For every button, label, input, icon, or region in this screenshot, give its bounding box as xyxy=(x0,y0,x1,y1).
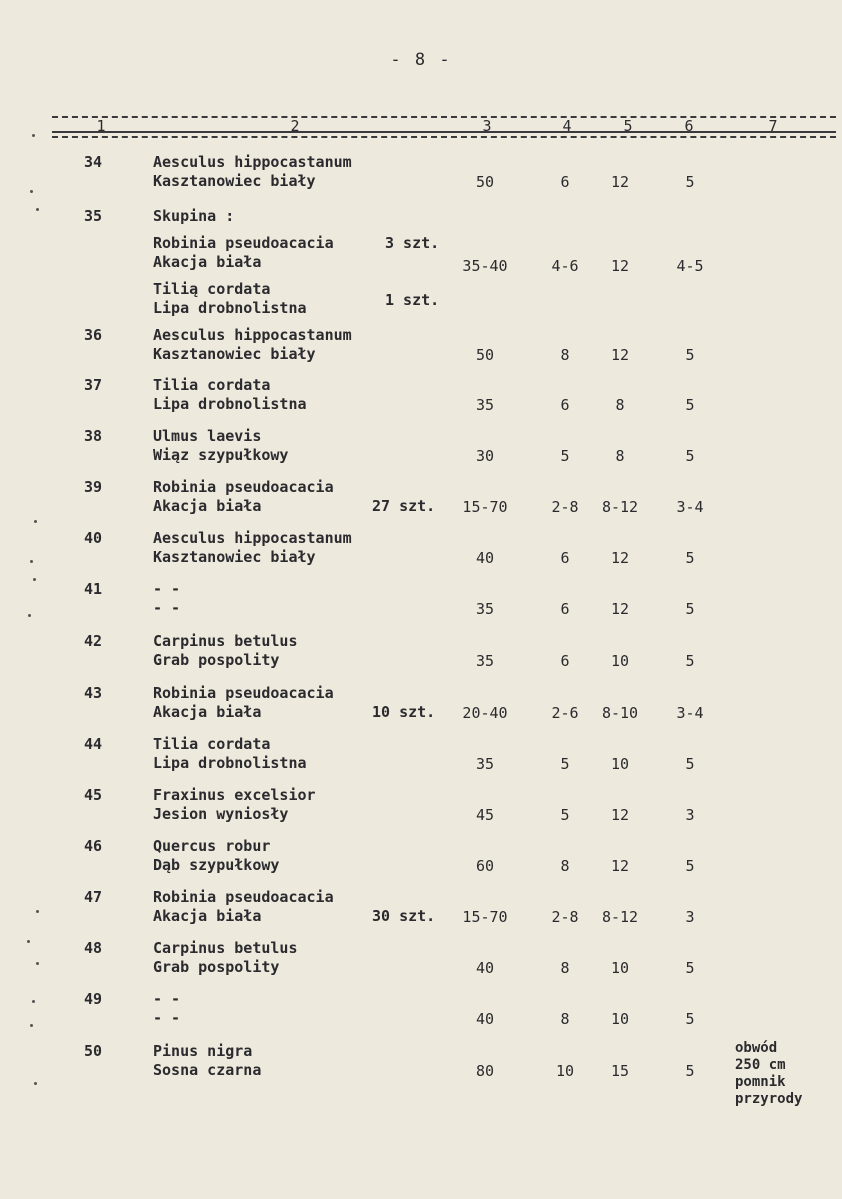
value-c6: 5 xyxy=(685,652,695,670)
value-c4: 8 xyxy=(560,1010,570,1028)
value-c4: 6 xyxy=(560,600,570,618)
species-names xyxy=(153,632,298,670)
value-c6: 5 xyxy=(685,1062,695,1080)
margin-speck xyxy=(32,1000,35,1003)
species-name-line: Robinia pseudoacacia xyxy=(153,888,334,906)
species-name-line: Kasztanowiec biały xyxy=(153,548,316,566)
value-c6: 5 xyxy=(685,959,695,977)
value-c3: 35 xyxy=(475,755,495,773)
species-names xyxy=(153,427,288,465)
value-c5: 10 xyxy=(610,1010,630,1028)
value-c3: 40 xyxy=(475,959,495,977)
value-c3: 30 xyxy=(475,447,495,465)
row-number: 46 xyxy=(84,837,103,855)
value-c5: 10 xyxy=(610,652,630,670)
margin-speck xyxy=(34,520,37,523)
row-number: 35 xyxy=(84,207,103,225)
row-number: 49 xyxy=(84,990,103,1008)
value-c3: 35-40 xyxy=(462,257,508,275)
species-name-line: Jesion wyniosły xyxy=(153,805,289,823)
value-c5: 12 xyxy=(610,257,630,275)
value-c4: 10 xyxy=(555,1062,575,1080)
species-name-line: Robinia pseudoacacia xyxy=(153,684,334,702)
species-name-line: Lipa drobnolistna xyxy=(153,395,307,413)
value-c6: 3 xyxy=(685,806,695,824)
species-name-line: Aesculus hippocastanum xyxy=(153,153,352,171)
species-name-line: Robinia pseudoacacia xyxy=(153,234,334,252)
value-c3: 50 xyxy=(475,346,495,364)
species-name-line: Tilia cordata xyxy=(153,376,271,394)
species-name-line: Aesculus hippocastanum xyxy=(153,326,352,344)
column-header-5: 5 xyxy=(623,117,633,135)
row-number: 47 xyxy=(84,888,103,906)
value-c3: 20-40 xyxy=(462,704,508,722)
value-c3: 60 xyxy=(475,857,495,875)
species-names xyxy=(153,990,180,1028)
species-names xyxy=(153,580,180,618)
value-c3: 45 xyxy=(475,806,495,824)
value-c4: 8 xyxy=(560,857,570,875)
row-number: 41 xyxy=(84,580,103,598)
column-header-2: 2 xyxy=(290,117,300,135)
margin-speck xyxy=(36,208,39,211)
row-number: 40 xyxy=(84,529,103,547)
species-name-line: Aesculus hippocastanum xyxy=(153,529,352,547)
table-top-rule xyxy=(52,116,836,118)
value-c5: 15 xyxy=(610,1062,630,1080)
species-name-line: Pinus nigra xyxy=(153,1042,253,1060)
quantity: 1 szt. xyxy=(385,291,440,309)
value-c4: 2-8 xyxy=(551,908,579,926)
margin-speck xyxy=(30,190,33,193)
value-c5: 8-10 xyxy=(601,704,639,722)
value-c4: 6 xyxy=(560,549,570,567)
row-number: 42 xyxy=(84,632,103,650)
remark-line: przyrody xyxy=(735,1091,803,1107)
species-name-line: Kasztanowiec biały xyxy=(153,345,316,363)
value-c5: 8-12 xyxy=(601,908,639,926)
species-names xyxy=(153,786,316,824)
species-name-line: Grab pospolity xyxy=(153,958,280,976)
value-c3: 35 xyxy=(475,600,495,618)
row-number: 39 xyxy=(84,478,103,496)
value-c5: 12 xyxy=(610,549,630,567)
margin-speck xyxy=(30,1024,33,1027)
species-names xyxy=(153,684,334,722)
quantity: 27 szt. xyxy=(372,497,436,515)
species-name-line: Fraxinus excelsior xyxy=(153,786,316,804)
value-c6: 3 xyxy=(685,908,695,926)
margin-speck xyxy=(36,910,39,913)
value-c6: 5 xyxy=(685,857,695,875)
value-c5: 12 xyxy=(610,857,630,875)
page-number: - 8 - xyxy=(390,50,452,70)
value-c6: 5 xyxy=(685,1010,695,1028)
species-names xyxy=(153,376,307,414)
remark-line: pomnik xyxy=(735,1074,786,1090)
value-c4: 8 xyxy=(560,959,570,977)
value-c4: 6 xyxy=(560,173,570,191)
value-c4: 5 xyxy=(560,755,570,773)
value-c4: 2-8 xyxy=(551,498,579,516)
margin-speck xyxy=(28,614,31,617)
remarks xyxy=(735,1040,802,1108)
species-name-line: - - xyxy=(153,599,181,617)
value-c5: 10 xyxy=(610,959,630,977)
value-c3: 40 xyxy=(475,1010,495,1028)
species-name-line: Ulmus laevis xyxy=(153,427,262,445)
value-c4: 5 xyxy=(560,806,570,824)
species-names xyxy=(153,837,279,875)
quantity: 3 szt. xyxy=(385,234,440,252)
remark-line: obwód xyxy=(735,1040,778,1056)
margin-speck xyxy=(34,1082,37,1085)
species-name-line: Lipa drobnolistna xyxy=(153,299,307,317)
row-number: 44 xyxy=(84,735,103,753)
species-names xyxy=(153,326,352,364)
species-name-line: Akacja biała xyxy=(153,253,262,271)
value-c5: 12 xyxy=(610,600,630,618)
species-name-line: Quercus robur xyxy=(153,837,271,855)
margin-speck xyxy=(33,578,36,581)
margin-speck xyxy=(27,940,30,943)
species-name-line: Robinia pseudoacacia xyxy=(153,478,334,496)
value-c5: 12 xyxy=(610,346,630,364)
quantity: 30 szt. xyxy=(372,907,436,925)
species-name-line: Skupina : xyxy=(153,207,235,225)
header-bottom-rule xyxy=(52,131,836,133)
column-header-6: 6 xyxy=(684,117,694,135)
species-names xyxy=(153,939,298,977)
species-name-line: Wiąz szypułkowy xyxy=(153,446,289,464)
margin-speck xyxy=(30,560,33,563)
value-c3: 35 xyxy=(475,652,495,670)
value-c6: 3-4 xyxy=(676,704,704,722)
species-names xyxy=(153,529,352,567)
row-number: 45 xyxy=(84,786,103,804)
species-name-line: Carpinus betulus xyxy=(153,939,298,957)
row-number: 38 xyxy=(84,427,103,445)
species-name-line: Grab pospolity xyxy=(153,651,280,669)
value-c4: 2-6 xyxy=(551,704,579,722)
value-c3: 15-70 xyxy=(462,908,508,926)
header-bottom-rule-dashed xyxy=(52,136,836,138)
value-c6: 5 xyxy=(685,600,695,618)
value-c4: 8 xyxy=(560,346,570,364)
value-c5: 8-12 xyxy=(601,498,639,516)
species-names xyxy=(153,1042,261,1080)
quantity: 10 szt. xyxy=(372,703,436,721)
value-c3: 80 xyxy=(475,1062,495,1080)
species-names xyxy=(153,478,334,516)
row-number: 34 xyxy=(84,153,103,171)
value-c6: 3-4 xyxy=(676,498,704,516)
value-c6: 4-5 xyxy=(676,257,704,275)
column-header-7: 7 xyxy=(768,117,778,135)
species-name-line: - - xyxy=(153,990,181,1008)
species-name-line: - - xyxy=(153,1009,181,1027)
species-name-line: Lipa drobnolistna xyxy=(153,754,307,772)
row-number: 36 xyxy=(84,326,103,344)
value-c4: 6 xyxy=(560,652,570,670)
species-name-line: Dąb szypułkowy xyxy=(153,856,280,874)
species-names xyxy=(153,234,334,318)
value-c5: 12 xyxy=(610,173,630,191)
value-c3: 50 xyxy=(475,173,495,191)
value-c5: 12 xyxy=(610,806,630,824)
value-c5: 8 xyxy=(615,447,625,465)
species-name-line: Kasztanowiec biały xyxy=(153,172,316,190)
column-header-1: 1 xyxy=(96,117,106,135)
row-number: 43 xyxy=(84,684,103,702)
value-c3: 40 xyxy=(475,549,495,567)
row-number: 48 xyxy=(84,939,103,957)
value-c6: 5 xyxy=(685,447,695,465)
species-names xyxy=(153,735,307,773)
species-name-line: - - xyxy=(153,580,181,598)
value-c6: 5 xyxy=(685,173,695,191)
value-c6: 5 xyxy=(685,549,695,567)
species-names xyxy=(153,153,352,191)
column-header-3: 3 xyxy=(482,117,492,135)
value-c6: 5 xyxy=(685,346,695,364)
margin-speck xyxy=(32,134,35,137)
column-header-4: 4 xyxy=(562,117,572,135)
value-c4: 6 xyxy=(560,396,570,414)
value-c5: 8 xyxy=(615,396,625,414)
value-c3: 35 xyxy=(475,396,495,414)
value-c6: 5 xyxy=(685,396,695,414)
species-name-line xyxy=(153,272,334,280)
species-name-line: Sosna czarna xyxy=(153,1061,262,1079)
remark-line: 250 cm xyxy=(735,1057,786,1073)
value-c4: 5 xyxy=(560,447,570,465)
species-name-line: Carpinus betulus xyxy=(153,632,298,650)
species-name-line: Tilia cordata xyxy=(153,735,271,753)
value-c4: 4-6 xyxy=(551,257,579,275)
species-names xyxy=(153,888,334,926)
species-name-line: Akacja biała xyxy=(153,497,262,515)
value-c3: 15-70 xyxy=(462,498,508,516)
row-number: 50 xyxy=(84,1042,103,1060)
species-names xyxy=(153,207,234,226)
value-c6: 5 xyxy=(685,755,695,773)
row-number: 37 xyxy=(84,376,103,394)
species-name-line: Akacja biała xyxy=(153,703,262,721)
margin-speck xyxy=(36,962,39,965)
species-name-line: Akacja biała xyxy=(153,907,262,925)
species-name-line: Tilią cordata xyxy=(153,280,271,298)
value-c5: 10 xyxy=(610,755,630,773)
